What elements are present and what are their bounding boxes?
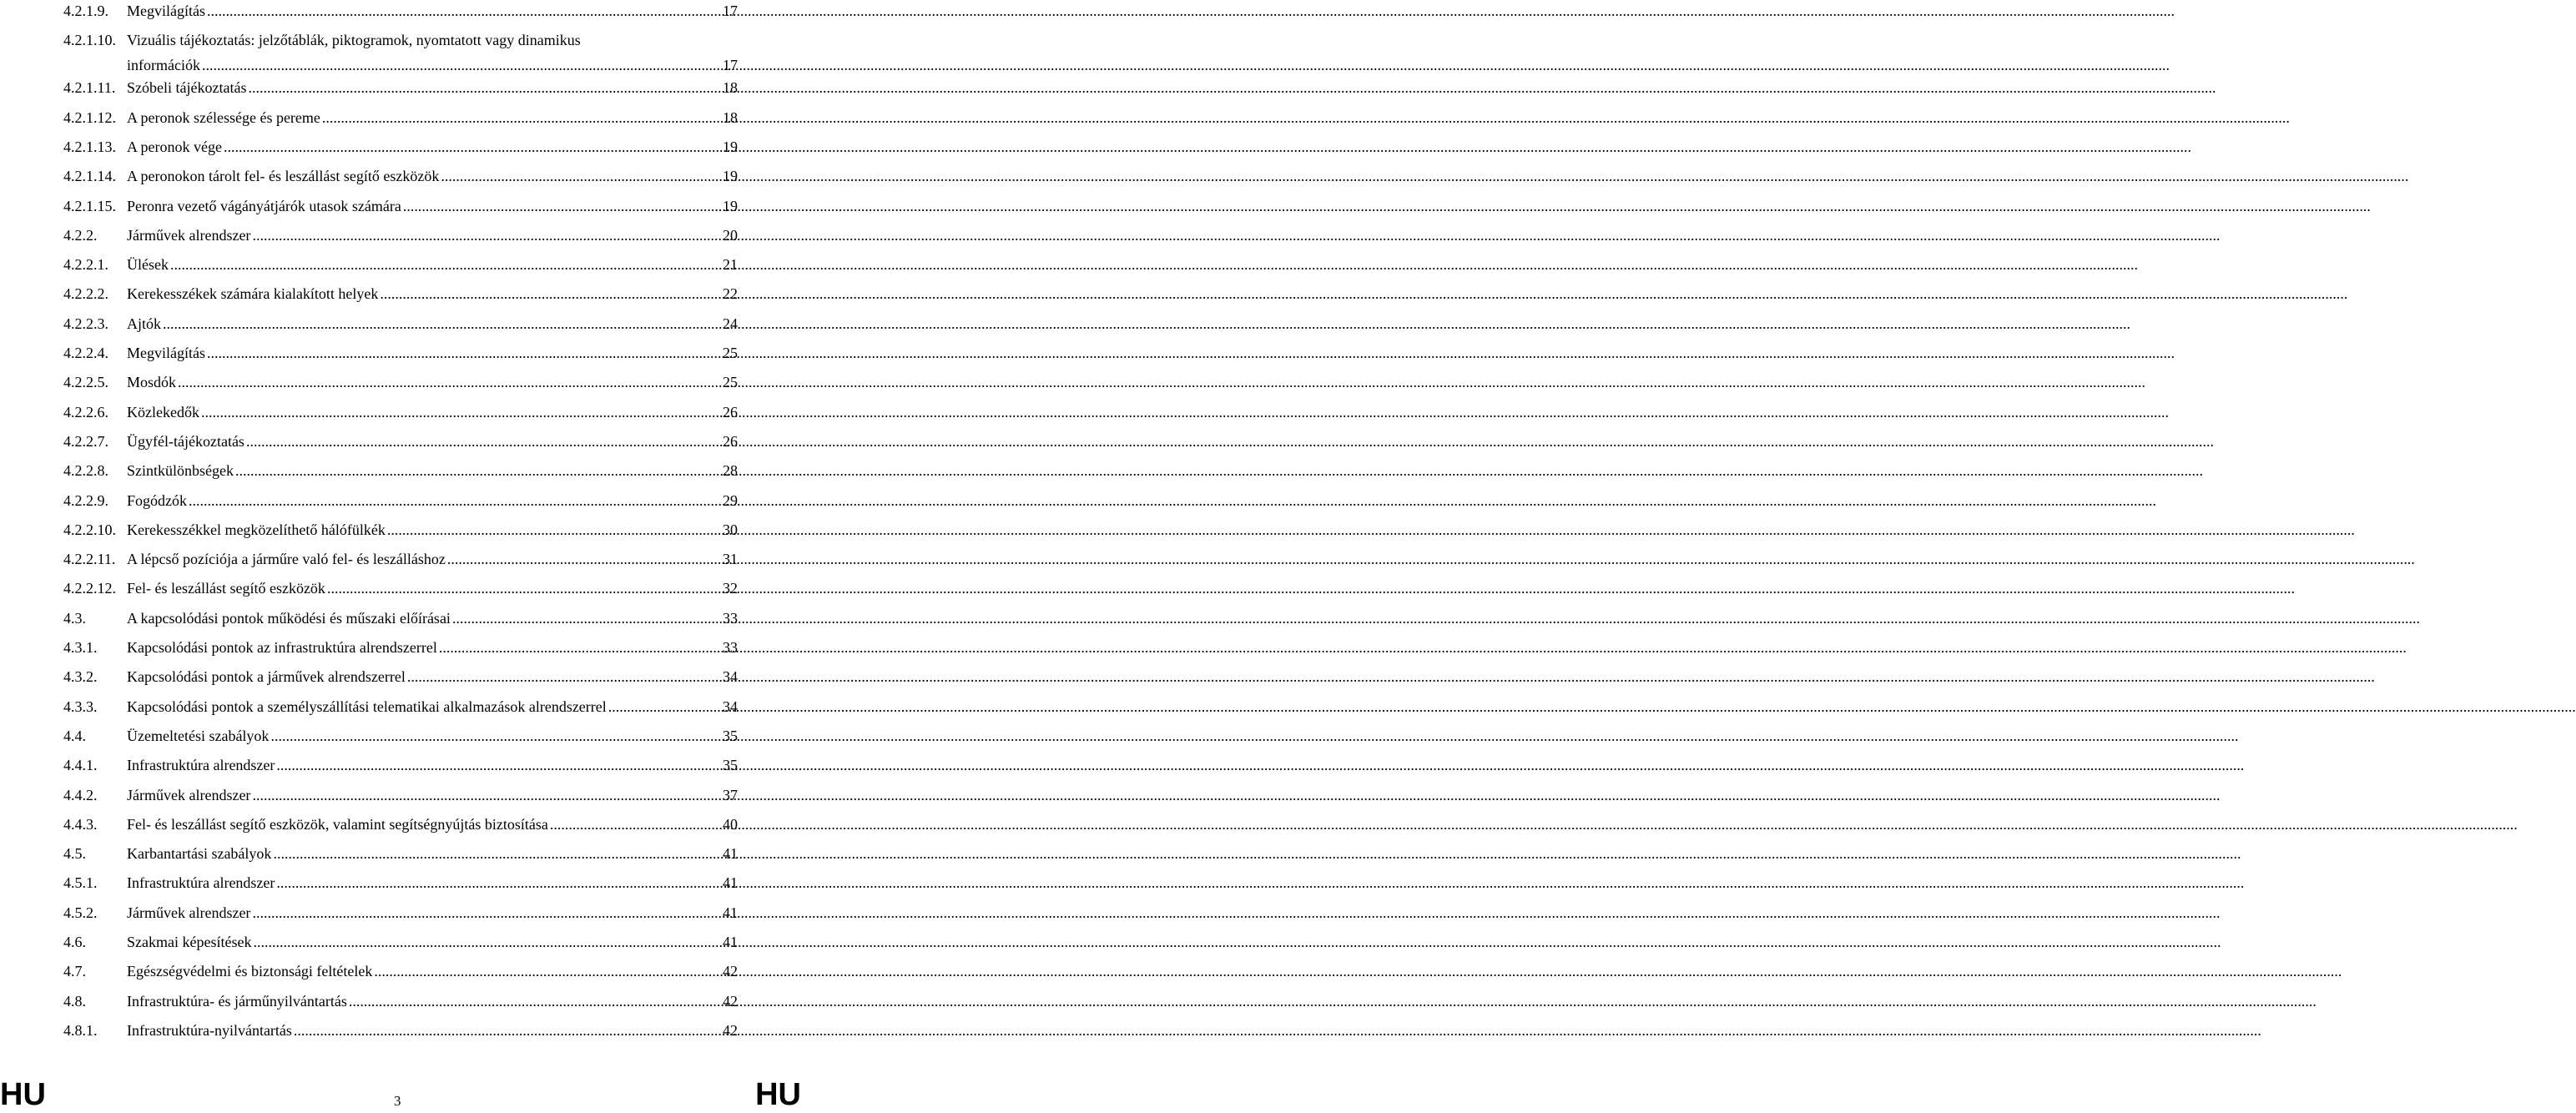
toc-entry-number: 4.5. [63, 845, 86, 863]
toc-entry-title: Üzemeltetési szabályok [127, 727, 270, 744]
toc-entry[interactable] [63, 904, 738, 922]
toc-entry[interactable] [63, 344, 738, 362]
toc-entry-title: Szintkülönbségek [127, 462, 234, 480]
toc-entry-title: Infrastruktúra alrendszer [127, 757, 275, 774]
toc-entry-page: 22 [723, 285, 738, 303]
toc-dot-leader [178, 373, 721, 391]
toc-entry-page: 33 [723, 609, 738, 627]
toc-entry-title: Fel- és leszállást segítő eszközök, valamint segítségnyújtás biztosítása [127, 815, 548, 833]
toc-entry-number: 4.3.2. [63, 668, 98, 686]
toc-entry-number: 4.5.2. [63, 904, 98, 921]
toc-entry-title: Infrastruktúra-nyilvántartás [127, 1021, 292, 1039]
toc-entry-page: 20 [723, 226, 738, 244]
toc-entry[interactable] [63, 579, 738, 597]
toc-entry-title: Megvilágítás [127, 3, 205, 19]
toc-entry-page: 25 [723, 345, 738, 361]
toc-entry[interactable] [63, 285, 738, 303]
toc-entry-title: Ügyfél-tájékoztatás [127, 432, 244, 450]
toc-entry-page: 17 [723, 57, 738, 74]
toc-dot-leader [439, 638, 721, 657]
toc-entry-title: Közlekedők [127, 403, 199, 421]
toc-entry-page: 24 [723, 315, 738, 332]
toc-dot-leader [224, 138, 721, 156]
toc-entry-title: Járművek alrendszer [127, 904, 251, 921]
toc-dot-leader [403, 197, 721, 215]
toc-entry-title: Fel- és leszállást segítő eszközök [127, 580, 325, 597]
toc-entry-page: 19 [723, 138, 738, 155]
toc-dot-leader [322, 108, 721, 127]
toc-entry-page: 30 [723, 521, 738, 538]
toc-dot-leader [252, 226, 721, 244]
toc-entry-title: Szakmai képesítések [127, 934, 252, 950]
toc-entry[interactable] [63, 167, 738, 185]
toc-entry-number: 4.4.1. [63, 757, 98, 774]
toc-entry-number: 4.2.1.13. [63, 138, 116, 155]
toc-entry-number: 4.3.1. [63, 639, 98, 656]
toc-entry-title: Kapcsolódási pontok az infrastruktúra alrendszerrel [127, 639, 437, 656]
toc-entry[interactable] [63, 638, 738, 657]
toc-entry[interactable] [63, 1021, 738, 1040]
toc-entry-number: 4.2.1.10. [63, 32, 116, 49]
toc-entry-number: 4.2.1.14. [63, 168, 116, 185]
toc-entry-number: 4.2.1.12. [63, 108, 116, 126]
toc-entry-title: Ülések [127, 256, 169, 274]
toc-entry-number: 4.4.3. [63, 815, 98, 833]
toc-dot-leader [246, 432, 721, 451]
toc-entry-page: 42 [723, 1021, 738, 1039]
toc-dot-leader [207, 344, 721, 362]
toc-entry-title: Kerekesszékek számára kialakított helyek [127, 285, 379, 303]
toc-entry[interactable] [63, 844, 738, 863]
toc-entry-page: 34 [723, 698, 738, 715]
toc-entry-number: 4.8.1. [63, 1021, 98, 1039]
toc-entry-page: 42 [723, 963, 738, 980]
toc-entry-number: 4.2.1.15. [63, 197, 116, 214]
toc-entry-page: 41 [723, 845, 738, 863]
toc-entry[interactable] [63, 226, 738, 244]
toc-entry[interactable] [63, 432, 738, 451]
toc-entry[interactable] [63, 667, 738, 686]
toc-entry-number: 4.2.1.9. [63, 3, 108, 19]
toc-entry[interactable] [63, 491, 738, 510]
language-code-right: HU [755, 1077, 801, 1112]
toc-dot-leader [163, 315, 721, 333]
toc-dot-leader [276, 756, 721, 774]
toc-dot-leader [207, 2, 721, 20]
toc-dot-leader [452, 609, 721, 627]
toc-entry-title: Kapcsolódási pontok a járművek alrendszerrel [127, 668, 406, 686]
toc-entry-title: Vizuális tájékoztatás: jelzőtáblák, piktogramok, nyomtatott vagy dinamikus [127, 32, 581, 49]
toc-entry-number: 4.2.2.6. [63, 403, 108, 421]
toc-entry-page: 41 [723, 934, 738, 950]
toc-entry-page: 25 [723, 374, 738, 391]
toc-dot-leader [252, 786, 721, 804]
toc-entry-page: 42 [723, 992, 738, 1010]
toc-entry[interactable] [63, 521, 738, 539]
toc-entry-page: 34 [723, 668, 738, 686]
toc-entry-title: Járművek alrendszer [127, 786, 251, 803]
toc-entry-title: Szóbeli tájékoztatás [127, 79, 247, 97]
toc-dot-leader [349, 992, 721, 1010]
toc-entry-title: Kerekesszékkel megközelíthető hálófülkék [127, 521, 386, 538]
toc-dot-leader [387, 521, 721, 539]
toc-entry-number: 4.2.2.1. [63, 256, 108, 274]
toc-dot-leader [374, 962, 721, 980]
toc-entry-page: 40 [723, 815, 738, 833]
toc-entry[interactable] [63, 550, 738, 568]
toc-entry-title: Karbantartási szabályok [127, 845, 272, 863]
toc-entry-page: 18 [723, 79, 738, 97]
toc-dot-leader [550, 815, 721, 833]
toc-dot-leader [327, 579, 721, 597]
toc-entry-number: 4.2.2.3. [63, 315, 108, 332]
toc-entry-number: 4.4. [63, 727, 86, 744]
toc-entry-number: 4.6. [63, 934, 86, 950]
toc-entry[interactable] [63, 255, 738, 274]
toc-entry-title: A peronok vége [127, 138, 222, 155]
toc-entry-page: 19 [723, 168, 738, 185]
toc-entry-number: 4.5.1. [63, 874, 98, 892]
toc-entry-page: 28 [723, 462, 738, 480]
language-code-left: HU [0, 1077, 46, 1112]
toc-entry-title: Ajtók [127, 315, 162, 332]
toc-entry[interactable] [63, 962, 738, 980]
toc-entry-page: 33 [723, 639, 738, 656]
toc-dot-leader [407, 667, 721, 686]
toc-entry[interactable] [63, 138, 738, 156]
toc-dot-leader [380, 285, 721, 303]
toc-entry-title: Mosdók [127, 374, 177, 391]
toc-entry-page: 35 [723, 727, 738, 744]
toc-entry-page: 19 [723, 197, 738, 214]
toc-dot-leader [294, 1021, 721, 1040]
toc-entry-page: 37 [723, 786, 738, 803]
toc-entry-number: 4.3.3. [63, 698, 98, 715]
toc-entry-page: 32 [723, 580, 738, 597]
toc-entry[interactable] [63, 31, 738, 49]
toc-entry[interactable] [63, 815, 738, 833]
toc-entry[interactable] [63, 874, 738, 892]
toc-dot-leader [608, 698, 721, 716]
toc-entry-title: A peronok szélessége és pereme [127, 108, 320, 126]
toc-entry-page: 29 [723, 491, 738, 509]
toc-entry-title: Megvilágítás [127, 345, 205, 361]
toc-entry-page: 41 [723, 874, 738, 892]
toc-entry-page: 26 [723, 403, 738, 421]
toc-entry-number: 4.2.2.10. [63, 521, 116, 538]
toc-dot-leader [189, 491, 721, 510]
toc-entry[interactable] [63, 786, 738, 804]
toc-dot-leader [170, 255, 721, 274]
toc-entry-number: 4.2.1.11. [63, 79, 116, 97]
toc-entry-page: 35 [723, 757, 738, 774]
toc-entry-title: Egészségvédelmi és biztonsági feltételek [127, 963, 373, 980]
toc-entry-number: 4.2.2.9. [63, 491, 108, 509]
toc-entry[interactable] [63, 373, 738, 391]
toc-entry[interactable] [63, 197, 738, 215]
toc-entry-title: Peronra vezető vágányátjárók utasok számára [127, 197, 401, 214]
toc-entry-page: 31 [723, 551, 738, 568]
toc-entry-page: 26 [723, 432, 738, 450]
toc-entry-title: A kapcsolódási pontok működési és műszaki előírásai [127, 609, 451, 627]
toc-entry-number: 4.2.2.11. [63, 551, 116, 568]
toc-entry[interactable] [63, 2, 738, 20]
toc-dot-leader [447, 550, 721, 568]
toc-entry[interactable] [63, 698, 738, 716]
toc-entry[interactable] [63, 315, 738, 333]
toc-dot-leader [253, 933, 721, 951]
toc-entry[interactable] [63, 992, 738, 1010]
toc-entry-number: 4.2.2.2. [63, 285, 108, 303]
toc-dot-leader [276, 874, 721, 892]
toc-entry-title: A lépcső pozíciója a járműre való fel- és leszálláshoz [127, 551, 446, 568]
toc-entry-title: Infrastruktúra- és járműnyilvántartás [127, 992, 347, 1010]
toc-entry-page: 21 [723, 256, 738, 274]
toc-entry-number: 4.2.2.8. [63, 462, 108, 480]
toc-entry-title: Kapcsolódási pontok a személyszállítási telematikai alkalmazások alrendszerrel [127, 698, 607, 715]
toc-dot-leader [202, 56, 721, 74]
toc-entry-number: 4.8. [63, 992, 86, 1010]
toc-entry[interactable] [63, 403, 738, 421]
toc-entry-title: A peronokon tárolt fel- és leszállást segítő eszközök [127, 168, 440, 185]
toc-entry[interactable] [63, 78, 738, 97]
toc-entry-page: 41 [723, 904, 738, 921]
toc-entry-number: 4.2.2.5. [63, 374, 108, 391]
toc-entry-title: Fogódzók [127, 491, 187, 509]
toc-entry[interactable] [63, 108, 738, 127]
toc-entry-number: 4.3. [63, 609, 86, 627]
toc-dot-leader [273, 844, 721, 863]
page-number: 3 [394, 1093, 401, 1109]
toc-entry-title: Járművek alrendszer [127, 226, 251, 244]
toc-entry-page: 18 [723, 108, 738, 126]
toc-dot-leader [235, 461, 721, 480]
toc-entry[interactable] [63, 727, 738, 745]
toc-entry-number: 4.2.2. [63, 226, 98, 244]
toc-entry-number: 4.4.2. [63, 786, 98, 803]
toc-entry[interactable] [63, 461, 738, 480]
toc-dot-leader [270, 727, 721, 745]
toc-entry-continuation[interactable] [63, 56, 738, 74]
toc-dot-leader [441, 167, 721, 185]
toc-dot-leader [252, 904, 721, 922]
toc-entry-number: 4.2.2.12. [63, 580, 116, 597]
toc-entry[interactable] [63, 756, 738, 774]
toc-entry[interactable] [63, 609, 738, 627]
toc-entry-title-continuation: információk [127, 57, 200, 74]
toc-entry-page: 17 [723, 3, 738, 19]
toc-entry-title: Infrastruktúra alrendszer [127, 874, 275, 892]
toc-entry[interactable] [63, 933, 738, 951]
toc-entry-number: 4.7. [63, 963, 86, 980]
toc-dot-leader [248, 78, 721, 97]
toc-entry-number: 4.2.2.7. [63, 432, 108, 450]
toc-entry-number: 4.2.2.4. [63, 345, 108, 361]
toc-dot-leader [201, 403, 721, 421]
